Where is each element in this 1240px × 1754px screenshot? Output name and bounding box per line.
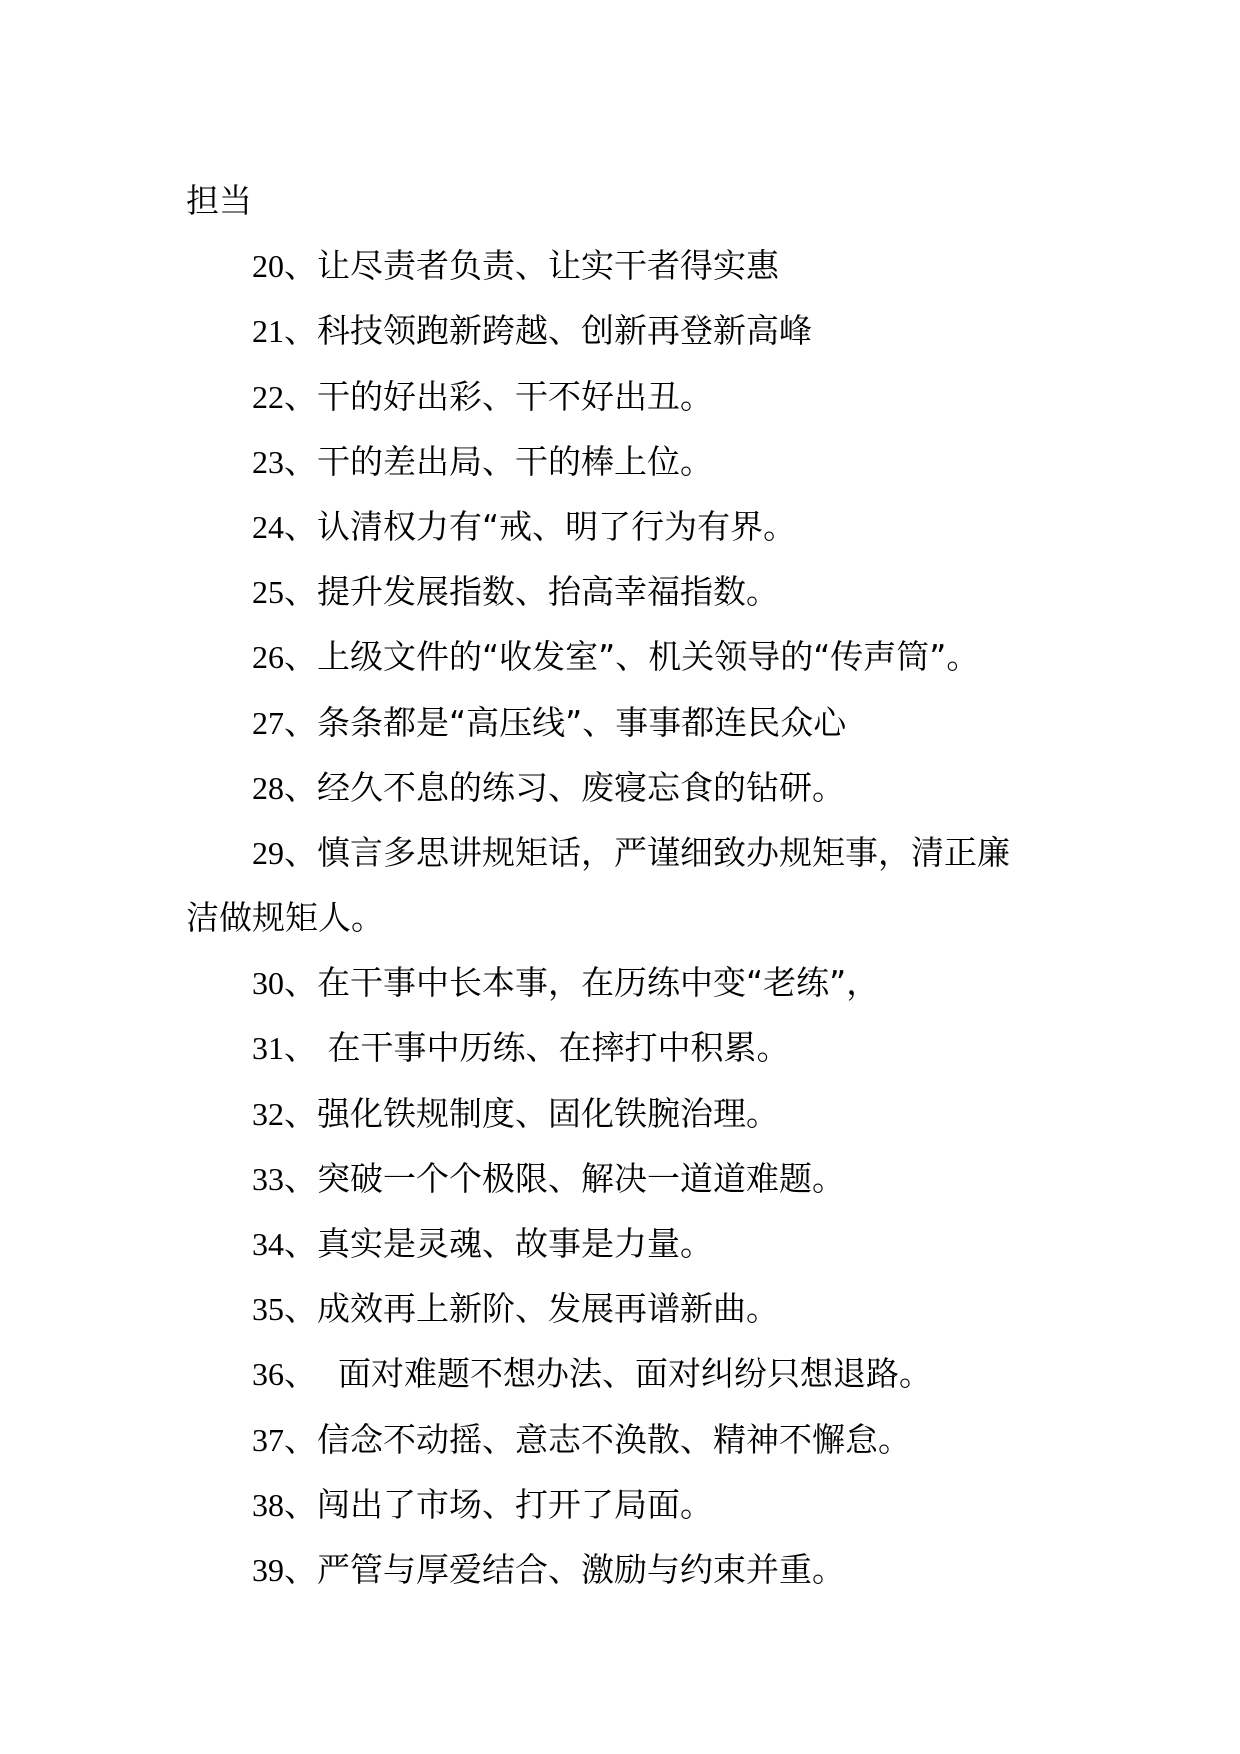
- list-item-25: 25、提升发展指数、抬高幸福指数。: [252, 572, 779, 612]
- list-item-38: 38、闯出了市场、打开了局面。: [252, 1484, 713, 1524]
- list-item-30: 30、在干事中长本事，在历练中变“老练”，: [252, 963, 880, 1003]
- list-item-22: 22、干的好出彩、干不好出丑。: [252, 376, 713, 416]
- list-item-39: 39、严管与厚爱结合、激励与约束并重。: [252, 1549, 845, 1589]
- list-item-31: 31、 在干事中历练、在摔打中积累。: [252, 1028, 790, 1068]
- text-line: 担当: [186, 181, 252, 220]
- list-item-24: 24、认清权力有“戒、明了行为有界。: [252, 506, 797, 546]
- list-item-20: 20、让尽责者负责、让实干者得实惠: [252, 246, 779, 286]
- list-item-26: 26、上级文件的“收发室”、机关领导的“传声筒”。: [252, 637, 980, 677]
- list-item-27: 27、条条都是“高压线”、事事都连民众心: [252, 702, 847, 742]
- document-body: [186, 168, 1066, 1602]
- list-item-29: 29、慎言多思讲规矩话，严谨细致办规矩事，清正廉: [252, 832, 1010, 872]
- list-item-37: 37、信念不动摇、意志不涣散、精神不懈怠。: [252, 1419, 911, 1459]
- list-item-36: 36、 面对难题不想办法、面对纠纷只想退路。: [252, 1354, 932, 1394]
- list-item-35: 35、成效再上新阶、发展再谱新曲。: [252, 1289, 779, 1329]
- list-item-32: 32、强化铁规制度、固化铁腕治理。: [252, 1093, 779, 1133]
- list-item-28: 28、经久不息的练习、废寝忘食的钻研。: [252, 767, 845, 807]
- list-item-21: 21、科技领跑新跨越、创新再登新高峰: [252, 311, 812, 351]
- list-item-34: 34、真实是灵魂、故事是力量。: [252, 1224, 713, 1263]
- list-item-29-continued: 洁做规矩人。: [186, 898, 384, 938]
- list-item-33: 33、突破一个个极限、解决一道道难题。: [252, 1158, 845, 1198]
- list-item-23: 23、干的差出局、干的棒上位。: [252, 441, 713, 481]
